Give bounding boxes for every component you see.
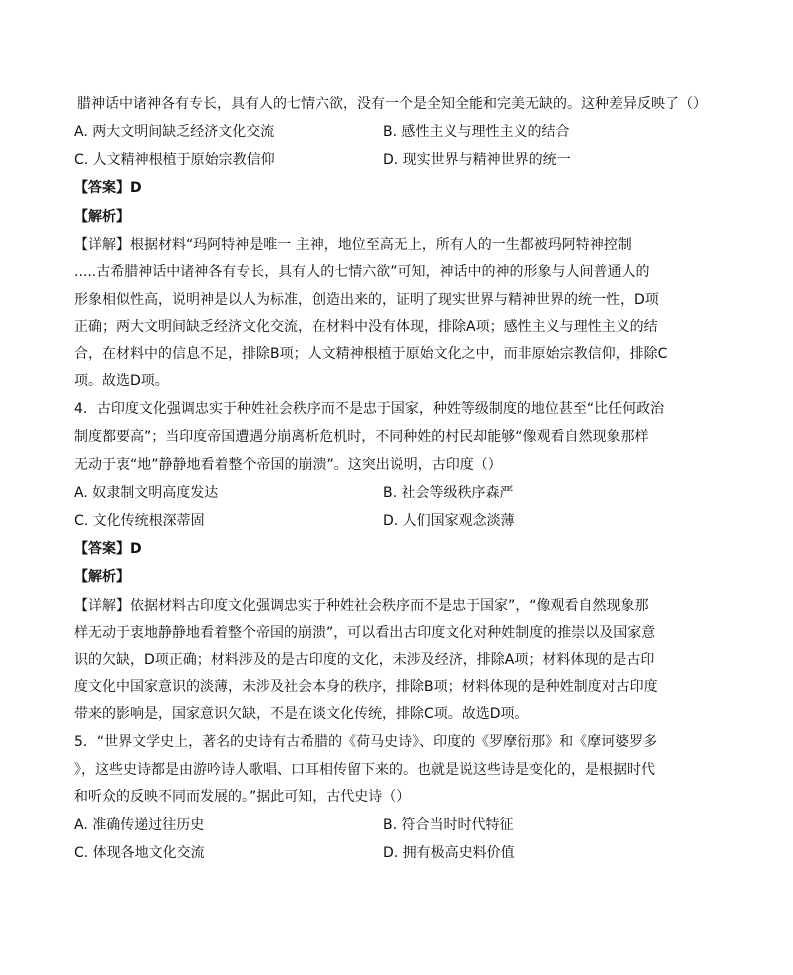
q3-answer: 【答案】D (74, 180, 142, 196)
q3-option-b[interactable]: B. 感性主义与理性主义的结合 (383, 124, 570, 140)
q5-stem-line: 5．“世界文学史上，著名的史诗有古希腊的《荷马史诗》、印度的《罗摩衍那》和《摩诃婆罗多 (74, 734, 658, 750)
q3-detail-line: 项。故选D项。 (74, 373, 169, 389)
q4-detail-line: 【详解】依据材料古印度文化强调忠实于种姓社会秩序而不是忠于国家”，“像观看自然现象那 (74, 598, 649, 614)
q3-option-d[interactable]: D. 现实世界与精神世界的统一 (383, 152, 571, 168)
q4-answer: 【答案】D (74, 541, 142, 557)
q3-analysis-label: 【解析】 (74, 209, 130, 225)
q3-detail-line: .....古希腊神话中诸神各有专长，具有人的七情六欲”可知，神话中的神的形象与人间普通人的 (74, 264, 650, 280)
q4-detail-line: 带来的影响是，国家意识欠缺，不是在谈文化传统，排除C项。故选D项。 (74, 706, 529, 722)
q4-option-c[interactable]: C. 文化传统根深蒂固 (74, 513, 205, 529)
q4-stem-line: 4．古印度文化强调忠实于种姓社会秩序而不是忠于国家，种姓等级制度的地位甚至“比任何政治 (74, 401, 665, 417)
q4-option-d[interactable]: D. 人们国家观念淡薄 (383, 513, 515, 529)
q4-detail-line: 识的欠缺，D项正确；材料涉及的是古印度的文化，未涉及经济，排除A项；材料体现的是古印 (74, 652, 655, 668)
q5-option-a[interactable]: A. 准确传递过往历史 (74, 817, 205, 833)
q5-option-b[interactable]: B. 符合当时时代特征 (383, 817, 514, 833)
q4-detail-line: 样无动于衷地静静地看着整个帝国的崩溃”，可以看出古印度文化对种姓制度的推崇以及国家意 (74, 625, 656, 641)
q3-detail-line: 合，在材料中的信息不足，排除B项；人文精神根植于原始文化之中，而非原始宗教信仰，排除C (74, 346, 668, 362)
q5-stem-line: 》，这些史诗都是由游吟诗人歌唱、口耳相传留下来的。也就是说这些诗是变化的，是根据时代 (74, 762, 655, 778)
q3-option-c[interactable]: C. 人文精神根植于原始宗教信仰 (74, 152, 275, 168)
q4-stem-line: 制度都要高”；当印度帝国遭遇分崩离析危机时，不同种姓的村民却能够“像观看自然现象那样 (74, 429, 649, 445)
q4-option-b[interactable]: B. 社会等级秩序森严 (383, 485, 514, 501)
q4-option-a[interactable]: A. 奴隶制文明高度发达 (74, 485, 219, 501)
q5-option-d[interactable]: D. 拥有极高史料价值 (383, 845, 515, 861)
q3-detail-line: 【详解】根据材料“玛阿特神是唯一 主神，地位至高无上，所有人的一生都被玛阿特神控制 (74, 237, 632, 253)
q3-detail-line: 正确；两大文明间缺乏经济文化交流，在材料中没有体现，排除A项；感性主义与理性主义的结 (74, 319, 658, 335)
q4-detail-line: 度文化中国家意识的淡薄，未涉及社会本身的秩序，排除B项；材料体现的是种姓制度对古印度 (74, 679, 658, 695)
q3-option-a[interactable]: A. 两大文明间缺乏经济文化交流 (74, 124, 275, 140)
q4-analysis-label: 【解析】 (74, 569, 130, 585)
q3-stem-tail: 腊神话中诸神各有专长，具有人的七情六欲，没有一个是全知全能和完美无缺的。这种差异反映了（） (77, 96, 707, 112)
q3-detail-line: 形象相似性高，说明神是以人为标准，创造出来的，证明了现实世界与精神世界的统一性，D项 (74, 292, 659, 308)
q5-stem-line: 和听众的反映不同而发展的。”据此可知，古代史诗（） (74, 789, 411, 805)
q5-option-c[interactable]: C. 体现各地文化交流 (74, 845, 205, 861)
q4-stem-line: 无动于衷“地”静静地看着整个帝国的崩溃”。这突出说明，古印度（） (74, 457, 502, 473)
